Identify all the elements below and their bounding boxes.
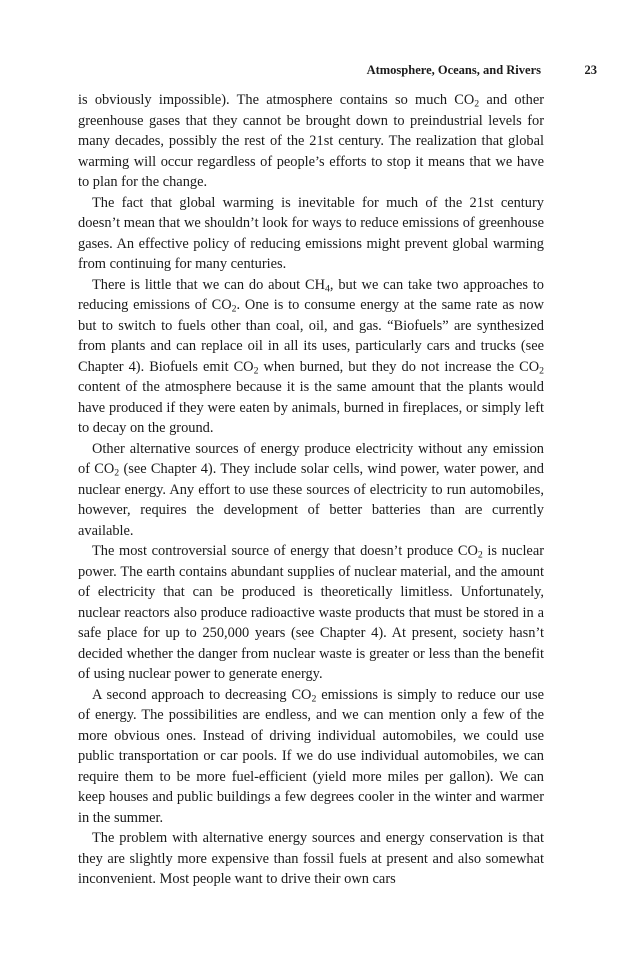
subscript: 2 — [477, 549, 483, 561]
subscript: 2 — [311, 693, 317, 705]
text-run: A second approach to decreasing CO — [92, 686, 312, 703]
text-run: is nuclear power. The earth contains abundant supplies of nuclear material, and the amount of electricity that can be produced is theoretically limitless. Unfortunately, nuclear reactors also produce radioactive waste products that must be stored in a safe place for up to 250,000 years (see Chapter 4). At present, society hasn’t decided whether the danger from nuclear waste is greater or less than the benefit of using nuclear power to generate energy. — [78, 543, 545, 682]
paragraph — [78, 828, 544, 890]
running-header — [78, 63, 597, 79]
text-run: . One is to consume energy at the same rate as now but to switch to fuels other than coal, oil, and gas. “Biofuels” are synthesized from plants and can replace oil in all its uses, particularly cars and trucks (see Chapter 4). Biofuels emit CO — [78, 297, 544, 375]
paragraph — [78, 193, 544, 275]
subscript: 2 — [474, 98, 480, 110]
subscript: 2 — [539, 365, 544, 377]
paragraph — [78, 685, 544, 829]
text-run: There is little that we can do about CH — [92, 276, 325, 293]
subscript: 4 — [324, 283, 330, 295]
paragraph — [78, 275, 544, 439]
text-run: emissions is simply to reduce our use of energy. The possibilities are endless, and we can mention only a few of the more obvious ones. Instead of driving individual automobiles, we could use public transportation or car pools. If we do use individual automobiles, we can require them to be more fuel-efficient (yield more miles per gallon). We can keep houses and public buildings a few degrees cooler in the winter and warmer in the summer. — [78, 686, 544, 826]
text-run: The fact that global warming is inevitable for much of the 21st century doesn’t mean that we shouldn’t look for ways to reduce emissions of greenhouse gases. An effective policy of reducing emissions might prevent global warming from continuing for many centuries. — [78, 194, 544, 272]
text-run: The most controversial source of energy that doesn’t produce CO — [92, 543, 478, 559]
paragraph — [78, 541, 544, 685]
text-run: and other greenhouse gases that they cannot be brought down to preindustrial levels for many decades, possibly the rest of the 21st century. The realization that global warming will occur regardless of people’s efforts to stop it means that we have to plan for the change. — [78, 92, 544, 190]
paragraph — [78, 90, 544, 193]
subscript: 2 — [253, 365, 259, 377]
body-text — [78, 90, 544, 890]
text-run: is obviously impossible). The atmosphere contains so much CO — [78, 92, 475, 108]
chapter-title: Atmosphere, Oceans, and Rivers — [366, 63, 541, 77]
text-run: Other alternative sources of energy produce electricity without any emission of CO — [78, 440, 544, 477]
text-run: when burned, but they do not increase the CO — [258, 358, 540, 375]
text-run: , but we can take two approaches to reducing emissions of CO — [78, 276, 545, 313]
page-number: 23 — [584, 63, 597, 77]
text-run: content of the atmosphere because it is the same amount that the plants would have produced if they were eaten by animals, burned in fireplaces, or simply left to decay on the ground. — [78, 379, 544, 436]
text-run: The problem with alternative energy sources and energy conservation is that they are slightly more expensive than fossil fuels at present and also somewhat inconvenient. Most people want to drive their own cars — [78, 830, 544, 887]
subscript: 2 — [114, 467, 120, 479]
subscript: 2 — [231, 303, 237, 315]
paragraph — [78, 439, 544, 542]
text-run: (see Chapter 4). They include solar cells, wind power, water power, and nuclear energy. Any effort to use these sources of electricity to run automobiles, however, requires the development of better batteries than are currently available. — [78, 461, 544, 539]
